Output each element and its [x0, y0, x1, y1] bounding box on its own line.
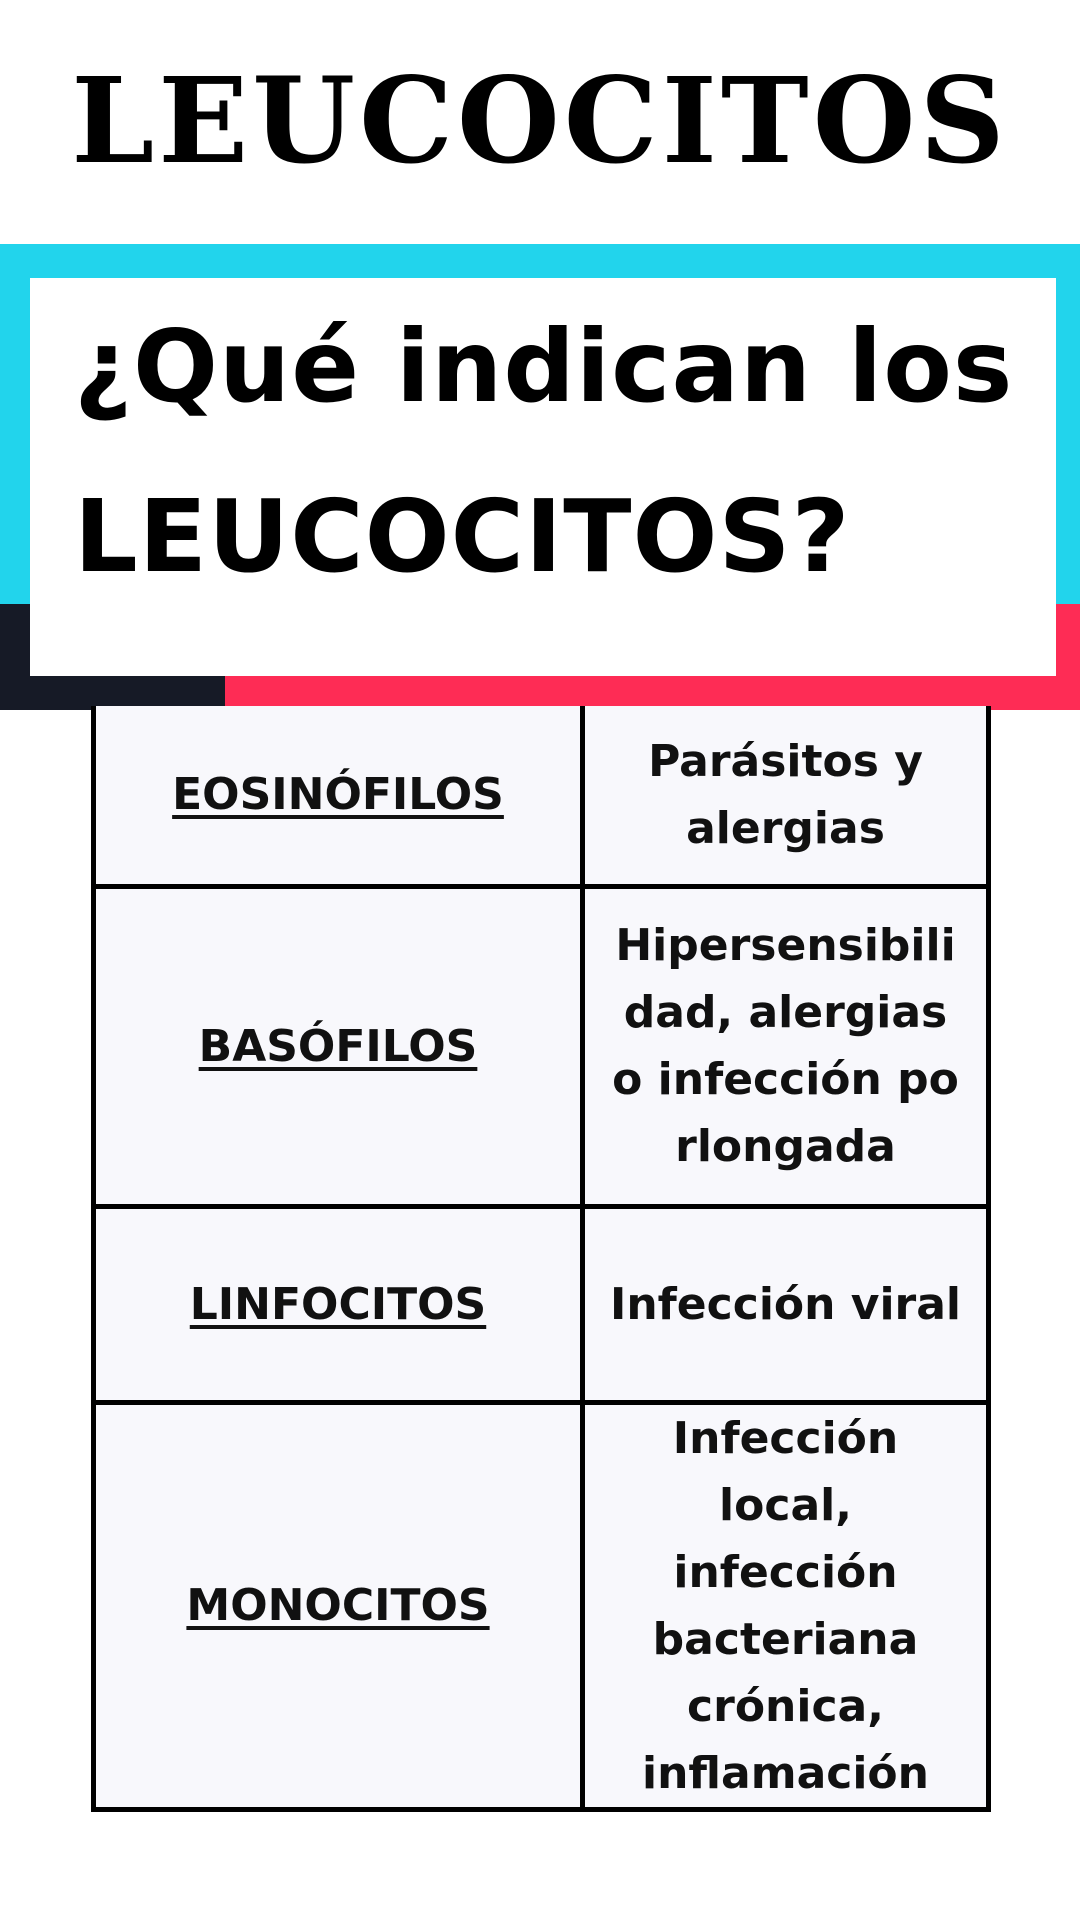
table-row — [94, 1402, 989, 1809]
question-box — [30, 278, 1056, 676]
question-line-2: LEUCOCITOS? — [74, 478, 851, 595]
cell-indication: Infección viral — [583, 1206, 989, 1402]
cell-type-name: LINFOCITOS — [94, 1206, 583, 1402]
cell-indication: Parásitos y alergias — [583, 706, 989, 886]
table-row — [94, 706, 989, 886]
cell-indication: Hipersensibilidad, alergias o infección porlongada — [583, 886, 989, 1206]
cell-indication: Infección local, infección bacteriana crónica, inflamación — [583, 1402, 989, 1809]
table-row — [94, 1206, 989, 1402]
table-row — [94, 886, 989, 1206]
cell-type-name: MONOCITOS — [94, 1402, 583, 1809]
cell-type-name: EOSINÓFILOS — [94, 706, 583, 886]
leukocyte-table — [91, 706, 991, 1812]
cell-type-name: BASÓFILOS — [94, 886, 583, 1206]
question-line-1: ¿Qué indican los — [74, 308, 1014, 425]
main-title: LEUCOCITOS — [71, 51, 1009, 190]
